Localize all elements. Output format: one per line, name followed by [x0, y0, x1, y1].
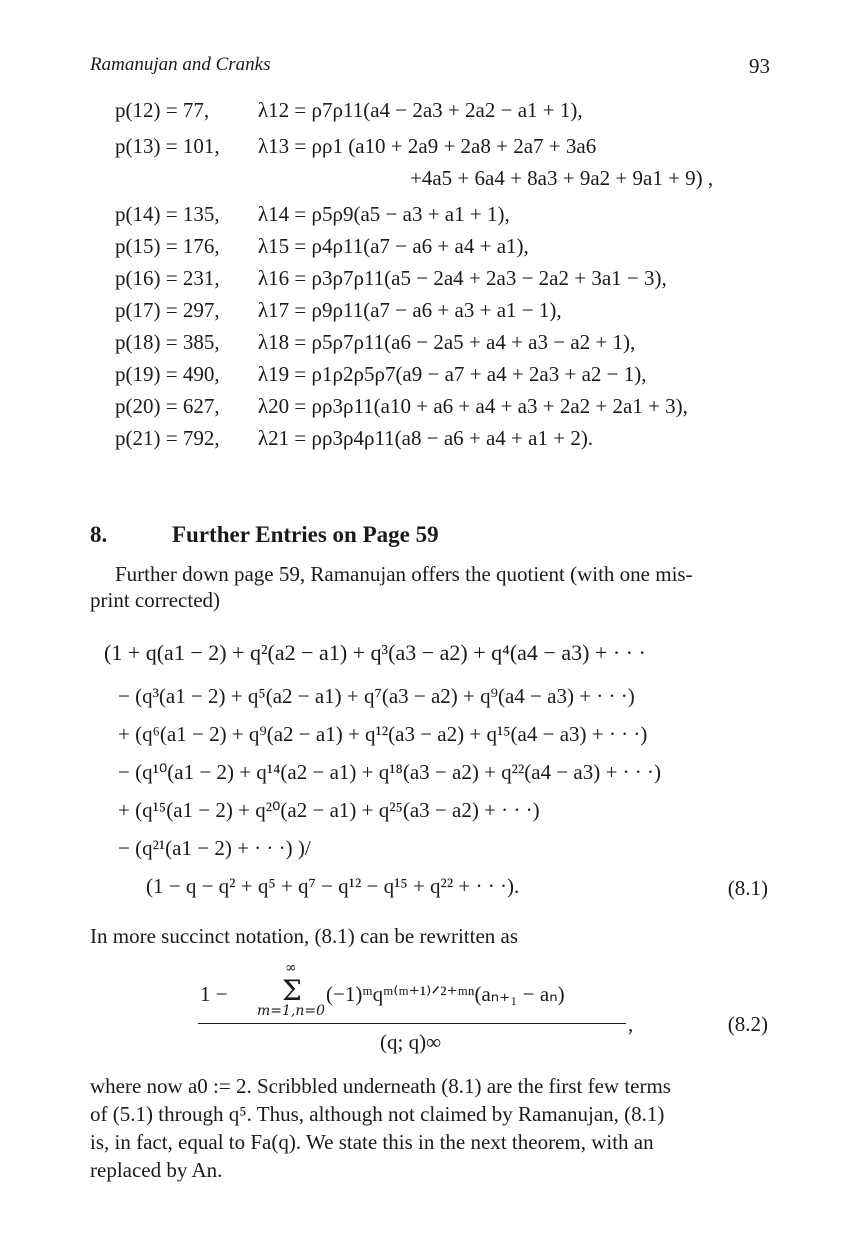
paragraph-line: print corrected): [90, 588, 221, 612]
p-value: p(16) = 231,: [115, 266, 220, 290]
lambda-formula: λ16 = ρ3ρ7ρ11(a5 − 2a4 + 2a3 − 2a2 + 3a1 − 3),: [258, 266, 667, 290]
trailing-comma: ,: [628, 1012, 634, 1036]
lambda-formula: λ21 = ρρ3ρ4ρ11(a8 − a6 + a4 + a1 + 2).: [258, 426, 594, 450]
equation-line: + (q¹⁵(a1 − 2) + q²⁰(a2 − a1) + q²⁵(a3 − a2) + · · ·): [118, 798, 540, 822]
p-value: p(14) = 135,: [115, 202, 220, 226]
lambda-formula-continued: +4a5 + 6a4 + 8a3 + 9a2 + 9a1 + 9) ,: [410, 166, 714, 190]
fraction-bar: [198, 1023, 626, 1024]
p-value: p(17) = 297,: [115, 298, 220, 322]
lambda-formula: λ13 = ρρ1 (a10 + 2a9 + 2a8 + 2a7 + 3a6: [258, 134, 597, 158]
paragraph-line: where now a0 := 2. Scribbled underneath (8.1) are the first few terms: [90, 1074, 671, 1098]
equation-line: (1 + q(a1 − 2) + q²(a2 − a1) + q³(a3 − a2) + q⁴(a4 − a3) + · · ·: [104, 640, 646, 665]
equation-line: − (q³(a1 − 2) + q⁵(a2 − a1) + q⁷(a3 − a2) + q⁹(a4 − a3) + · · ·): [118, 684, 635, 708]
lambda-formula: λ19 = ρ1ρ2ρ5ρ7(a9 − a7 + a4 + 2a3 + a2 − 1),: [258, 362, 647, 386]
lambda-formula: λ14 = ρ5ρ9(a5 − a3 + a1 + 1),: [258, 202, 510, 226]
p-value: p(13) = 101,: [115, 134, 220, 158]
paragraph-line: In more succinct notation, (8.1) can be rewritten as: [90, 924, 519, 948]
p-value: p(21) = 792,: [115, 426, 220, 450]
equation-line: (1 − q − q² + q⁵ + q⁷ − q¹² − q¹⁵ + q²² + · · ·).: [146, 874, 520, 898]
sum-upper-limit: ∞: [285, 960, 297, 976]
lambda-formula: λ20 = ρρ3ρ11(a10 + a6 + a4 + a3 + 2a2 + 2a1 + 3),: [258, 394, 688, 418]
denominator-expression: (q; q)∞: [380, 1030, 442, 1054]
paragraph-line: Further down page 59, Ramanujan offers the quotient (with one mis-: [115, 562, 693, 586]
paragraph-line: of (5.1) through q⁵. Thus, although not claimed by Ramanujan, (8.1): [90, 1102, 665, 1126]
paragraph-line: is, in fact, equal to Fa(q). We state this in the next theorem, with an: [90, 1130, 654, 1154]
lambda-formula: λ12 = ρ7ρ11(a4 − 2a3 + 2a2 − a1 + 1),: [258, 98, 583, 122]
sum-symbol: Σ: [282, 974, 302, 1007]
p-value: p(15) = 176,: [115, 234, 220, 258]
p-value: p(18) = 385,: [115, 330, 220, 354]
lambda-formula: λ15 = ρ4ρ11(a7 − a6 + a4 + a1),: [258, 234, 529, 258]
sum-lower-limit: m=1,n=0: [257, 1003, 326, 1019]
one-minus: 1 −: [200, 982, 228, 1006]
equation-label: (8.1): [727, 876, 768, 900]
section-number: 8.: [90, 522, 108, 547]
lambda-formula: λ18 = ρ5ρ7ρ11(a6 − 2a5 + a4 + a3 − a2 + 1),: [258, 330, 636, 354]
numerator-expression: (−1)ᵐqᵐ⁽ᵐ⁺¹⁾ᐟ²⁺ᵐⁿ(aₙ₊₁ − aₙ): [326, 982, 565, 1006]
lambda-formula: λ17 = ρ9ρ11(a7 − a6 + a3 + a1 − 1),: [258, 298, 562, 322]
p-value: p(12) = 77,: [115, 98, 210, 122]
equation-line: + (q⁶(a1 − 2) + q⁹(a2 − a1) + q¹²(a3 − a2) + q¹⁵(a4 − a3) + · · ·): [118, 722, 648, 746]
equation-line: − (q¹⁰(a1 − 2) + q¹⁴(a2 − a1) + q¹⁸(a3 − a2) + q²²(a4 − a3) + · · ·): [118, 760, 662, 784]
section-title: Further Entries on Page 59: [172, 522, 439, 547]
paragraph-line: replaced by An.: [90, 1158, 223, 1182]
p-value: p(20) = 627,: [115, 394, 220, 418]
p-value: p(19) = 490,: [115, 362, 220, 386]
page-number: 93: [749, 54, 770, 78]
equation-line: − (q²¹(a1 − 2) + · · ·) )/: [118, 836, 311, 860]
running-title: Ramanujan and Cranks: [90, 54, 271, 75]
equation-label: (8.2): [727, 1012, 768, 1036]
